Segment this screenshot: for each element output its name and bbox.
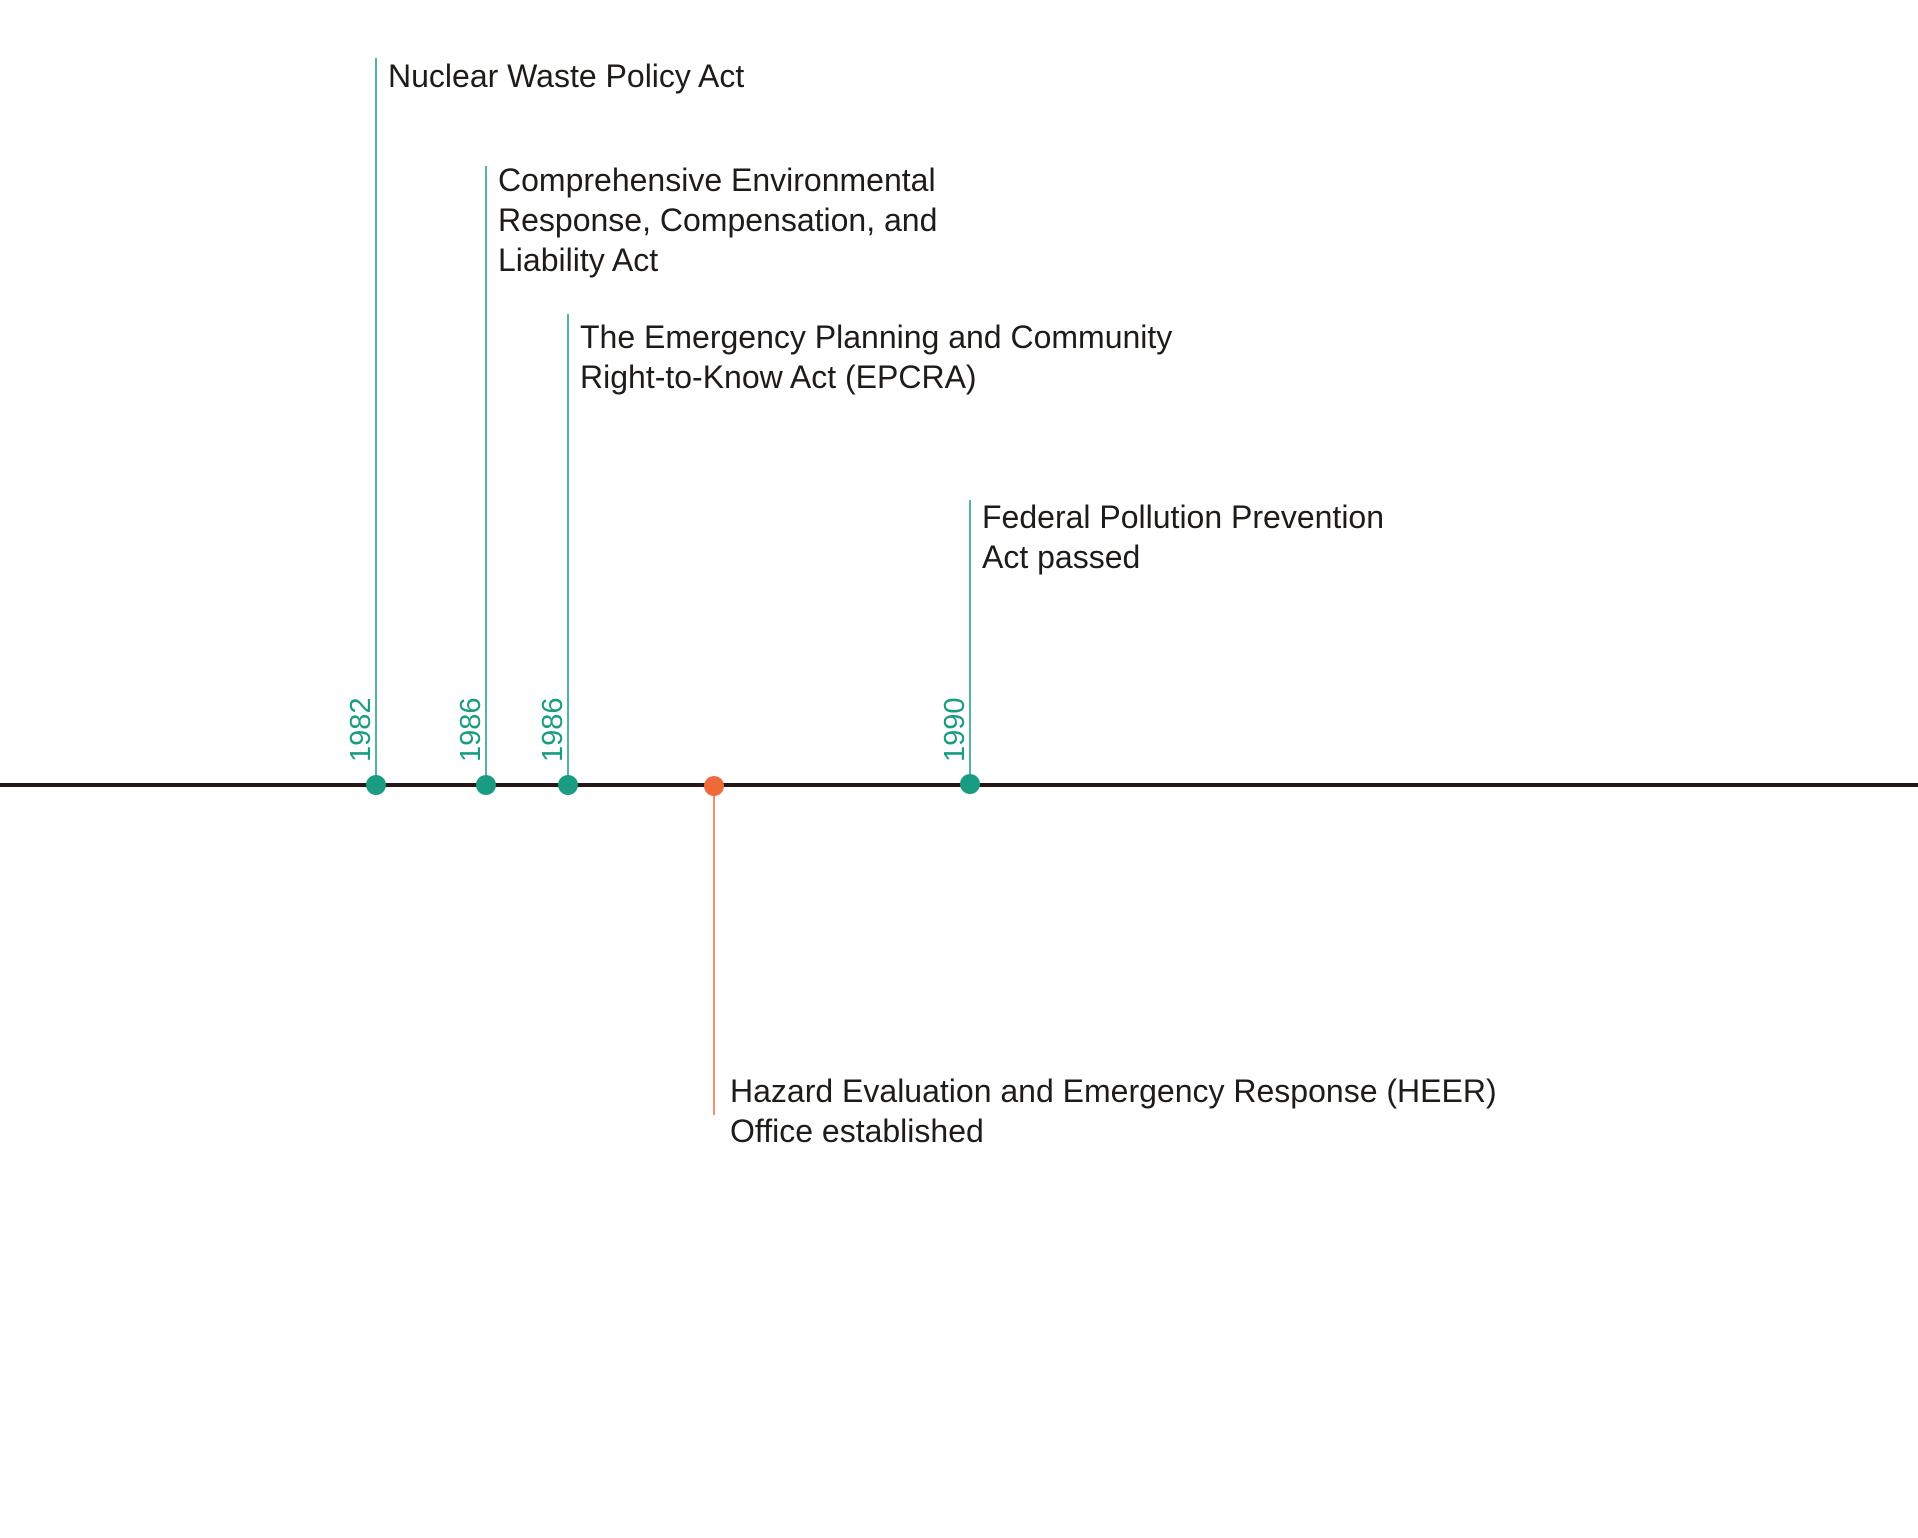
- event-label-line: Right-to-Know Act (EPCRA): [580, 359, 977, 395]
- event-label-line: Act passed: [982, 539, 1141, 575]
- event-label-line: Response, Compensation, and: [498, 202, 938, 238]
- event-label-line: Nuclear Waste Policy Act: [388, 58, 745, 94]
- event-marker-epcra: [558, 775, 578, 795]
- event-label-line: Federal Pollution Prevention: [982, 499, 1385, 535]
- event-year-cercla: 1986: [455, 697, 487, 762]
- event-label-nuclear-waste-policy-act: [388, 56, 744, 96]
- event-marker-pollution-prevention-act: [960, 774, 980, 794]
- event-year-pollution-prevention-act: 1990: [939, 697, 971, 762]
- event-label-heer-office: [730, 1071, 1497, 1151]
- event-year-nuclear-waste-policy-act: 1982: [345, 697, 377, 762]
- event-marker-heer-office: [704, 776, 724, 796]
- event-label-line: Comprehensive Environmental: [498, 162, 936, 198]
- event-label-line: Liability Act: [498, 242, 659, 278]
- event-label-line: Office established: [730, 1113, 984, 1149]
- event-label-cercla: [498, 160, 937, 280]
- event-label-line: The Emergency Planning and Community: [580, 319, 1173, 355]
- event-marker-nuclear-waste-policy-act: [366, 775, 386, 795]
- event-label-pollution-prevention-act: [982, 497, 1384, 577]
- event-marker-cercla: [476, 775, 496, 795]
- event-year-epcra: 1986: [537, 697, 569, 762]
- event-label-line: Hazard Evaluation and Emergency Response (HEER): [730, 1073, 1497, 1109]
- event-label-epcra: [580, 317, 1172, 397]
